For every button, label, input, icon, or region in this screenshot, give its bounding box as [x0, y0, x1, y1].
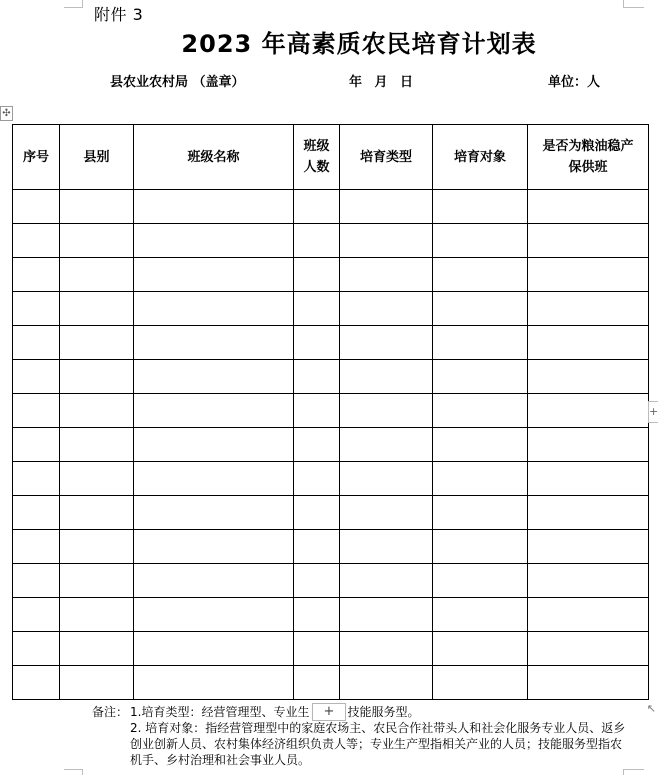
table-cell[interactable] [433, 666, 528, 700]
table-body [13, 190, 649, 700]
table-cell[interactable] [433, 360, 528, 394]
table-cell[interactable] [294, 326, 340, 360]
note-line-1 [92, 704, 632, 720]
table-cell[interactable] [433, 496, 528, 530]
table-cell[interactable] [60, 496, 134, 530]
table-cell[interactable] [60, 632, 134, 666]
table-cell[interactable] [528, 258, 649, 292]
table-cell[interactable] [294, 564, 340, 598]
resize-arrow-icon[interactable]: ↖ [646, 702, 656, 715]
table-cell[interactable] [60, 258, 134, 292]
column-header-grain-oil-class: 是否为粮油稳产 保供班 [528, 125, 649, 190]
page-corner-top-left [64, 0, 83, 8]
table-cell[interactable] [528, 292, 649, 326]
table-cell[interactable] [294, 360, 340, 394]
table-cell[interactable] [134, 292, 294, 326]
table-row [13, 530, 649, 564]
table-row [13, 258, 649, 292]
table-cell[interactable] [294, 394, 340, 428]
table-cell[interactable] [433, 462, 528, 496]
table-cell[interactable] [13, 224, 60, 258]
table-cell[interactable] [433, 530, 528, 564]
table-cell[interactable] [13, 462, 60, 496]
table-cell[interactable] [134, 564, 294, 598]
table-cell[interactable] [60, 224, 134, 258]
table-cell[interactable] [13, 598, 60, 632]
table-cell[interactable] [13, 496, 60, 530]
table-cell[interactable] [294, 224, 340, 258]
table-cell[interactable] [528, 666, 649, 700]
table-cell[interactable] [134, 224, 294, 258]
page-title: 2023 年高素质农民培育计划表 [181, 30, 537, 58]
table-cell[interactable] [294, 598, 340, 632]
table-cell[interactable] [528, 530, 649, 564]
table-cell[interactable] [433, 632, 528, 666]
table-row [13, 292, 649, 326]
table-cell[interactable] [294, 258, 340, 292]
table-cell[interactable] [528, 224, 649, 258]
table-cell[interactable] [60, 292, 134, 326]
table-cell[interactable] [13, 258, 60, 292]
table-cell[interactable] [60, 530, 134, 564]
table-row [13, 564, 649, 598]
table-cell[interactable] [60, 462, 134, 496]
table-cell[interactable] [528, 496, 649, 530]
table-cell[interactable] [340, 190, 433, 224]
table-cell[interactable] [134, 496, 294, 530]
table-cell[interactable] [294, 666, 340, 700]
table-cell[interactable] [528, 190, 649, 224]
note-1-text-end: 技能服务型。 [347, 705, 420, 719]
table-cell[interactable] [340, 666, 433, 700]
unit-label: 单位：人 [548, 75, 601, 90]
table-cell[interactable] [13, 326, 60, 360]
table-cell[interactable] [340, 632, 433, 666]
table-cell[interactable] [13, 190, 60, 224]
table-cell[interactable] [340, 462, 433, 496]
table-cell[interactable] [294, 462, 340, 496]
table-row [13, 190, 649, 224]
organization-seal-line: 县农业农村局 （盖章） [110, 75, 245, 90]
table-cell[interactable] [528, 598, 649, 632]
table-cell[interactable] [13, 666, 60, 700]
column-header-training-target: 培育对象 [433, 125, 528, 190]
table-row [13, 326, 649, 360]
page-corner-bottom-left [64, 769, 83, 775]
table-cell[interactable] [60, 326, 134, 360]
table-cell[interactable] [433, 564, 528, 598]
table-row [13, 224, 649, 258]
table-cell[interactable] [340, 530, 433, 564]
table-cell[interactable] [294, 190, 340, 224]
page-corner-top-right [623, 0, 644, 8]
table-cell[interactable] [13, 360, 60, 394]
table-cell[interactable] [134, 462, 294, 496]
table-cell[interactable] [528, 564, 649, 598]
table-cell[interactable] [134, 326, 294, 360]
table-cell[interactable] [13, 564, 60, 598]
add-row-plus-icon[interactable]: + [312, 703, 346, 721]
table-cell[interactable] [340, 258, 433, 292]
table-cell[interactable] [340, 428, 433, 462]
table-cell[interactable] [134, 258, 294, 292]
table-cell[interactable] [340, 564, 433, 598]
table-row [13, 632, 649, 666]
table-cell[interactable] [60, 666, 134, 700]
table-cell[interactable] [340, 292, 433, 326]
table-cell[interactable] [134, 190, 294, 224]
table-cell[interactable] [294, 632, 340, 666]
table-row [13, 428, 649, 462]
table-cell[interactable] [60, 564, 134, 598]
table-header-row [13, 125, 649, 190]
table-cell[interactable] [340, 496, 433, 530]
table-cell[interactable] [60, 428, 134, 462]
table-cell[interactable] [340, 326, 433, 360]
table-cell[interactable] [134, 530, 294, 564]
table-cell[interactable] [433, 190, 528, 224]
table-cell[interactable] [528, 360, 649, 394]
table-cell[interactable] [528, 632, 649, 666]
table-cell[interactable] [134, 394, 294, 428]
attachment-label: 附件 3 [94, 5, 144, 24]
table-cell[interactable] [134, 632, 294, 666]
note-1-text-start: 1.培育类型：经营管理型、专业生 [130, 705, 310, 719]
table-cell[interactable] [294, 428, 340, 462]
table-row [13, 598, 649, 632]
note-line-2: 2. 培育对象：指经营管理型中的家庭农场主、农民合作社带头人和社会化服务专业人员、返乡创业创新人员、农村集体经济组织负责人等；专业生产型指相关产业的人员；技能服务型指农机手、乡村治理和社会事业人员。 [130, 721, 626, 767]
table-cell[interactable] [60, 598, 134, 632]
table-cell[interactable] [134, 666, 294, 700]
table-cell[interactable] [340, 360, 433, 394]
table-cell[interactable] [294, 496, 340, 530]
table-cell[interactable] [528, 326, 649, 360]
table-cell[interactable] [433, 394, 528, 428]
column-header-county: 县别 [60, 125, 134, 190]
column-header-class-size: 班级 人数 [294, 125, 340, 190]
table-row [13, 394, 649, 428]
table-cell[interactable] [60, 190, 134, 224]
table-cell[interactable] [433, 292, 528, 326]
page-corner-bottom-right [623, 769, 644, 775]
date-line: 年 月 日 [349, 75, 414, 90]
column-header-training-type: 培育类型 [340, 125, 433, 190]
table-cell[interactable] [134, 428, 294, 462]
plan-table [12, 124, 649, 700]
table-cell[interactable] [433, 258, 528, 292]
table-cell[interactable] [13, 428, 60, 462]
table-row [13, 496, 649, 530]
insert-column-plus-icon[interactable]: + [648, 401, 658, 423]
table-cell[interactable] [60, 394, 134, 428]
table-cell[interactable] [13, 530, 60, 564]
table-cell[interactable] [294, 292, 340, 326]
notes-label: 备注： [92, 705, 129, 719]
table-row [13, 360, 649, 394]
table-cell[interactable] [134, 360, 294, 394]
notes-block [92, 704, 632, 768]
table-cell[interactable] [528, 462, 649, 496]
table-cell[interactable] [433, 224, 528, 258]
table-cell[interactable] [13, 292, 60, 326]
table-cell[interactable] [433, 428, 528, 462]
table-row [13, 666, 649, 700]
table-cell[interactable] [433, 326, 528, 360]
table-cell[interactable] [294, 530, 340, 564]
table-cell[interactable] [134, 598, 294, 632]
table-cell[interactable] [528, 394, 649, 428]
table-row [13, 462, 649, 496]
table-cell[interactable] [60, 360, 134, 394]
table-cell[interactable] [340, 224, 433, 258]
table-cell[interactable] [13, 632, 60, 666]
table-cell[interactable] [13, 394, 60, 428]
column-header-serial: 序号 [13, 125, 60, 190]
table-move-handle-icon[interactable]: ✣ [0, 106, 13, 121]
table-cell[interactable] [340, 598, 433, 632]
table-cell[interactable] [433, 598, 528, 632]
table-cell[interactable] [528, 428, 649, 462]
table-cell[interactable] [340, 394, 433, 428]
column-header-class-name: 班级名称 [134, 125, 294, 190]
